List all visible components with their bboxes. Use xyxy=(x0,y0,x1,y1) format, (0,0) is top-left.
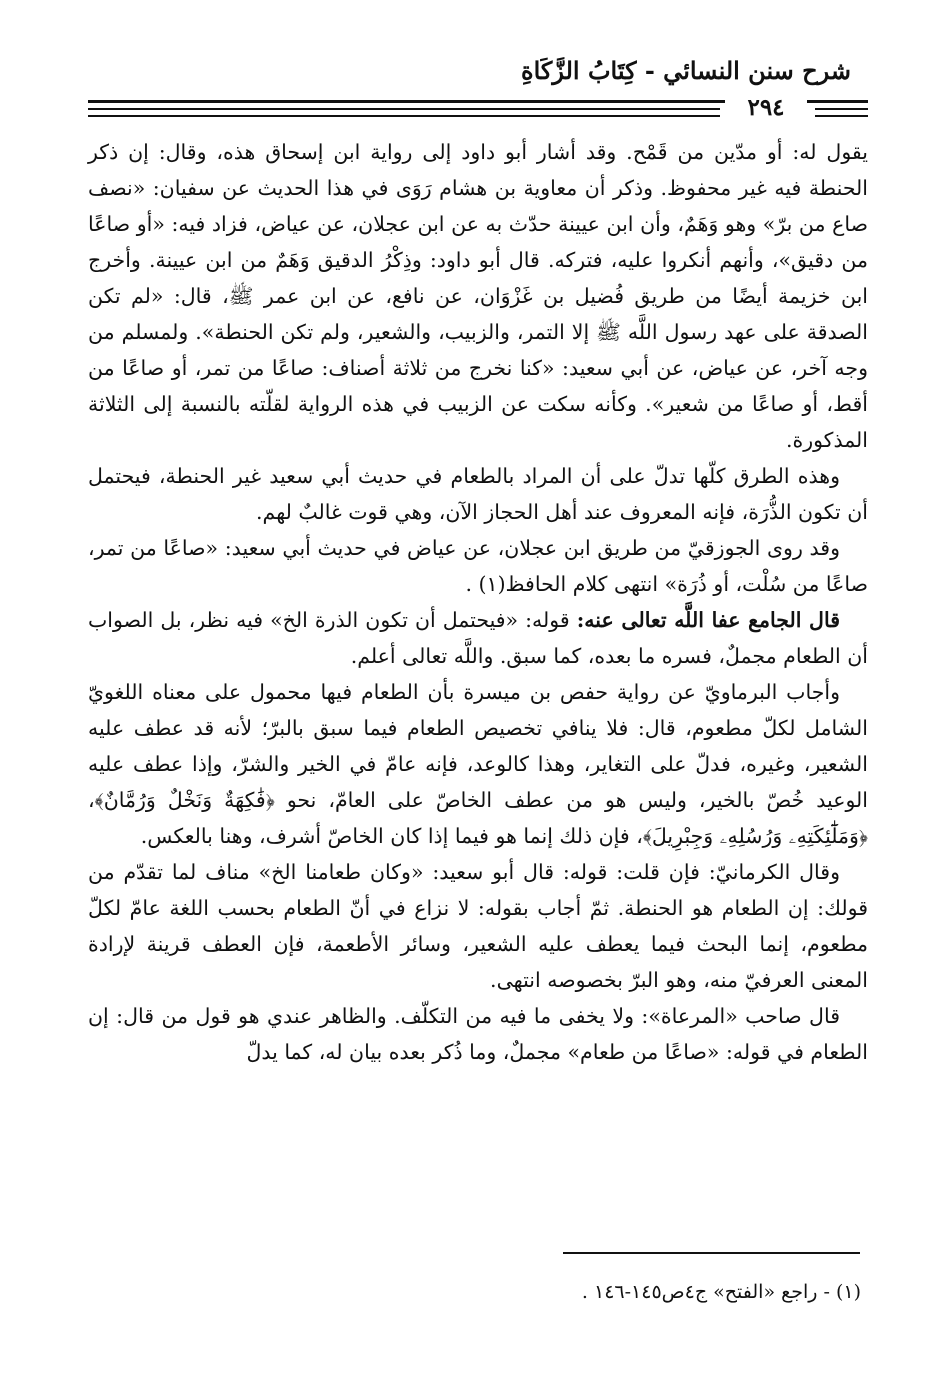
page-number: ٢٩٤ xyxy=(725,92,807,124)
header-rule-right-second xyxy=(815,115,868,117)
paragraph-text: وأجاب البرماويّ عن رواية حفص بن ميسرة بأن الطعام فيها محمول على معناه اللغويّ الشامل لكلّ مطعوم، قال: فلا ينافي تخصيص الطعام فيما سبق بالبرّ؛ لأنه قد عطف عليه الشعير، وغيره، فدلّ على التغاير، وهذا كالوعد، فإنه عامّ في الخير والشرّ، وإذا عطف عليه الوعيد خُصّ بالخير، وليس هو من عطف الخاصّ على العامّ، نحو ﴿فَٰكِهَةٌ وَنَخْلٌ وَرُمَّانٌ﴾، ﴿وَمَلَٰٓئِكَتِهِۦ وَرُسُلِهِۦ وَجِبْرِيلَ﴾، فإن ذلك إنما هو فيما إذا كان الخاصّ أشرف، وهنا بالعكس. xyxy=(88,680,868,848)
running-title: شرح سنن النسائي - كِتَابُ الزَّكَاةِ xyxy=(521,56,851,85)
paragraph xyxy=(88,674,868,854)
paragraph xyxy=(88,998,868,1070)
main-text xyxy=(88,134,868,1070)
paragraph-text: قوله: «فيحتمل أن تكون الذرة الخ» فيه نظر، بل الصواب أن الطعام مجملٌ، فسره ما بعده، كما سبق. واللَّه تعالى أعلم. xyxy=(88,608,868,668)
paragraph-lead: قال الجامع عفا اللَّه تعالى عنه: xyxy=(576,608,840,632)
paragraph xyxy=(88,602,868,674)
paragraph-text: يقول له: أو مدّين من قَمْح. وقد أشار أبو داود إلى رواية ابن إسحاق هذه، وقال: إن ذكر الحنطة فيه غير محفوظ. وذكر أن معاوية بن هشام رَوَى في هذا الحديث عن سفيان: «نصف صاع من برّ» وهو وَهَمٌ، وأن ابن عيينة حدّث به عن ابن عجلان، عن عياض، فزاد فيه: «أو صاعًا من دقيق»، وأنهم أنكروا عليه، فتركه. قال أبو داود: وذِكْرُ الدقيق وَهَمٌ من ابن عيينة. وأخرج ابن خزيمة أيضًا من طريق فُضيل بن غَزْوَان، عن نافع، عن ابن عمر ﷺ، قال: «لم تكن الصدقة على عهد رسول اللَّه ﷺ إلا التمر، والزبيب، والشعير، ولم تكن الحنطة». ولمسلم من وجه آخر، عن عياض، عن أبي سعيد: «كنا نخرج من ثلاثة أصناف: صاعًا من تمر، أو صاعًا من أقط، أو صاعًا من شعير». وكأنه سكت عن الزبيب في هذه الرواية لقلّته بالنسبة إلى الثلاثة المذكورة. xyxy=(88,140,868,452)
paragraph-text: وقال الكرمانيّ: فإن قلت: قوله: قال أبو سعيد: «وكان طعامنا الخ» مناف لما تقدّم من قولك: إن الطعام هو الحنطة. ثمّ أجاب بقوله: لا نزاع في أنّ الطعام بحسب اللغة عامّ لكلّ مطعوم، إنما البحث فيما يعطف عليه الشعير، وسائر الأطعمة، فإن العطف قرينة لإرادة المعنى العرفيّ منه، وهو البرّ بخصوصه انتهى. xyxy=(88,860,868,992)
header-rule-left-second xyxy=(88,115,720,117)
header-rule-left xyxy=(88,108,720,110)
footnote-rule xyxy=(563,1252,860,1254)
paragraph-text: وقد روى الجوزقيّ من طريق ابن عجلان، عن عياض في حديث أبي سعيد: «صاعًا من تمر، صاعًا من سُلْت، أو ذُرَة» انتهى كلام الحافظ(١) . xyxy=(88,536,868,596)
paragraph xyxy=(88,458,868,530)
paragraph xyxy=(88,530,868,602)
header-rule-right xyxy=(815,108,868,110)
paragraph-text: وهذه الطرق كلّها تدلّ على أن المراد بالطعام في حديث أبي سعيد غير الحنطة، فيحتمل أن تكون الذُّرَة، فإنه المعروف عند أهل الحجاز الآن، وهي قوت غالبٌ لهم. xyxy=(88,464,868,524)
footnote: (١) - راجع «الفتح» ج٤ص١٤٥-١٤٦ . xyxy=(581,1281,861,1303)
paragraph-text: قال صاحب «المرعاة»: ولا يخفى ما فيه من التكلّف. والظاهر عندي هو قول من قال: إن الطعام في قوله: «صاعًا من طعام» مجملٌ، وما ذُكر بعده بيان له، كما يدلّ xyxy=(88,1004,868,1064)
paragraph xyxy=(88,854,868,998)
paragraph xyxy=(88,134,868,458)
